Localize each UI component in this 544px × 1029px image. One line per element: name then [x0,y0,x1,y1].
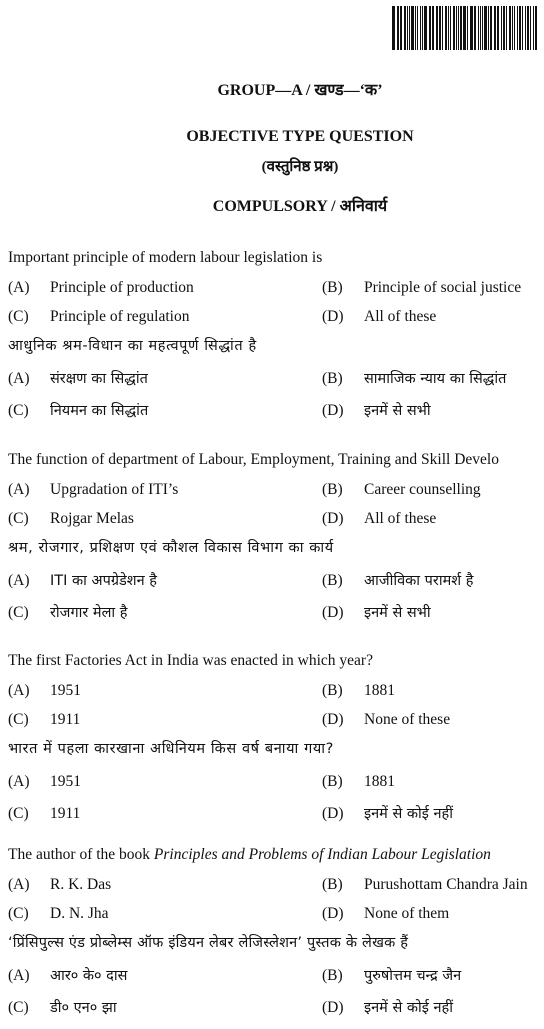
barcode-bar [422,6,423,50]
barcode-bar [456,6,457,50]
option-c[interactable]: (C) 1911 [8,711,81,728]
barcode-bar [494,6,495,50]
options-row [8,874,544,903]
option-a[interactable]: (A) Upgradation of ITI’s [8,481,179,498]
barcode-bar [506,6,507,50]
option-c[interactable]: (C) Rojgar Melas [8,510,134,527]
option-c-hindi[interactable]: (C) रोजगार मेला है [8,604,128,621]
option-d[interactable]: (D) None of these [322,711,451,728]
option-b[interactable]: (B) Principle of social justice [322,279,522,296]
option-d[interactable]: (D) None of them [322,905,450,922]
option-a-hindi[interactable]: (A) 1951 [8,773,81,790]
option-b-hindi[interactable]: (B) पुरुषोत्तम चन्द्र जैन [322,967,462,984]
barcode-bar [460,6,462,50]
option-d-hindi[interactable]: (D) इनमें से कोई नहीं [322,999,453,1016]
question-2-text: The function of department of Labour, Employment, Training and Skill Develo [8,451,499,468]
options-row-hindi [8,997,544,1029]
barcode-bar [501,6,502,50]
question-3 [8,650,544,835]
barcode-bar [488,6,489,50]
option-a-hindi[interactable]: (A) ITI का अपग्रेडेशन है [8,572,157,589]
barcode-bar [503,6,506,50]
barcode-bar [495,6,496,50]
barcode-bar [482,6,483,50]
barcode-bar [409,6,410,50]
options-row-hindi [8,803,544,835]
barcode-bar [484,6,487,50]
barcode-bar [432,6,433,50]
options-row-hindi [8,965,544,997]
option-b[interactable]: (B) Career counselling [322,481,481,498]
options-row-hindi [8,368,544,400]
barcode-bar [411,6,414,50]
question-4-text: The author of the book Principles and Problems of Indian Labour Legislation [8,846,491,863]
barcode-bar [497,6,499,50]
barcode-bar [519,6,521,50]
barcode-bar [417,6,418,50]
question-4 [8,844,544,1029]
option-a-hindi[interactable]: (A) संरक्षण का सिद्धांत [8,370,148,387]
barcode-bar [439,6,441,50]
barcode-bar [392,6,395,50]
options-row-hindi [8,602,544,634]
option-d-hindi[interactable]: (D) इनमें से सभी [322,402,431,419]
option-d-hindi[interactable]: (D) इनमें से कोई नहीं [322,805,453,822]
question-1 [8,247,544,432]
question-4-text-hindi: ‘प्रिंसिपुल्स एंड प्रोब्लेम्स ऑफ इंडियन लेबर लेजिस्लेशन’ पुस्तक के लेखक हैं [8,935,409,951]
options-row [8,680,544,709]
barcode-bar [509,6,511,50]
barcode-bar [442,6,443,50]
barcode-bar [453,6,455,50]
barcode-bar [514,6,515,50]
options-row [8,306,544,335]
option-b[interactable]: (B) 1881 [322,682,395,699]
options-row [8,277,544,306]
question-2-text-hindi: श्रम, रोजगार, प्रशिक्षण एवं कौशल विकास विभाग का कार्य [8,540,334,556]
option-c-hindi[interactable]: (C) 1911 [8,805,81,822]
barcode-bar [397,6,398,50]
option-a[interactable]: (A) R. K. Das [8,876,112,893]
options-row [8,479,544,508]
barcode-bar [420,6,422,50]
question-2 [8,449,544,634]
barcode-bar [407,6,408,50]
option-d[interactable]: (D) All of these [322,308,437,325]
group-heading: GROUP—A / खण्ड—‘क’ [217,82,383,99]
barcode-bar [398,6,399,50]
barcode-bar [470,6,471,50]
option-c[interactable]: (C) Principle of regulation [8,308,190,325]
barcode-bar [445,6,448,50]
options-row [8,709,544,738]
barcode-bar [404,6,406,50]
barcode-bar [463,6,466,50]
barcode-bar [433,6,434,50]
option-b[interactable]: (B) Purushottam Chandra Jain [322,876,528,893]
option-c-hindi[interactable]: (C) डी० एन० झा [8,999,117,1016]
barcode-bar [467,6,468,50]
objective-heading-hindi: (वस्तुनिष्ठ प्रश्न) [261,159,339,175]
objective-heading: OBJECTIVE TYPE QUESTION [186,128,414,145]
barcode-bar [471,6,473,50]
option-d-hindi[interactable]: (D) इनमें से सभी [322,604,431,621]
barcode-bar [533,6,534,50]
barcode-bar [535,6,537,50]
barcode-bar [490,6,492,50]
barcode-bar [415,6,416,50]
barcode-bar [458,6,459,50]
question-3-text: The first Factories Act in India was enacted in which year? [8,652,373,669]
question-3-text-hindi: भारत में पहला कारखाना अधिनियम किस वर्ष बनाया गया? [8,741,334,757]
barcode-bar [525,6,526,50]
barcode-bar [527,6,530,50]
barcode-bar [517,6,519,50]
options-row [8,903,544,932]
question-1-text-hindi: आधुनिक श्रम-विधान का महत्वपूर्ण सिद्धांत है [8,338,257,354]
barcode-bar [436,6,438,50]
option-a[interactable]: (A) 1951 [8,682,81,699]
barcode-bar [450,6,451,50]
options-row-hindi [8,771,544,803]
option-b-hindi[interactable]: (B) सामाजिक न्याय का सिद्धांत [322,370,507,387]
option-c[interactable]: (C) D. N. Jha [8,905,109,922]
barcode-bar [478,6,479,50]
barcode-bar [429,6,431,50]
option-c-hindi[interactable]: (C) नियमन का सिद्धांत [8,402,149,419]
barcode-bar [400,6,402,50]
barcode-bar [424,6,427,50]
barcode-bar [448,6,449,50]
option-b-hindi[interactable]: (B) आजीविका परामर्श है [322,572,474,589]
options-row [8,508,544,537]
question-1-text: Important principle of modern labour legislation is [8,249,323,266]
barcode-bar [480,6,481,50]
barcode [392,6,538,50]
barcode-bar [530,6,531,50]
barcode-bar [512,6,513,50]
options-row-hindi [8,570,544,602]
book-title: Principles and Problems of Indian Labour Legislation [153,846,491,863]
options-row-hindi [8,400,544,432]
compulsory-heading: COMPULSORY / अनिवार्य [212,198,388,215]
option-d[interactable]: (D) All of these [322,510,437,527]
option-a[interactable]: (A) Principle of production [8,279,194,296]
barcode-bar [474,6,476,50]
option-a-hindi[interactable]: (A) आर० के० दास [8,967,128,984]
barcode-bar [522,6,523,50]
option-b-hindi[interactable]: (B) 1881 [322,773,395,790]
